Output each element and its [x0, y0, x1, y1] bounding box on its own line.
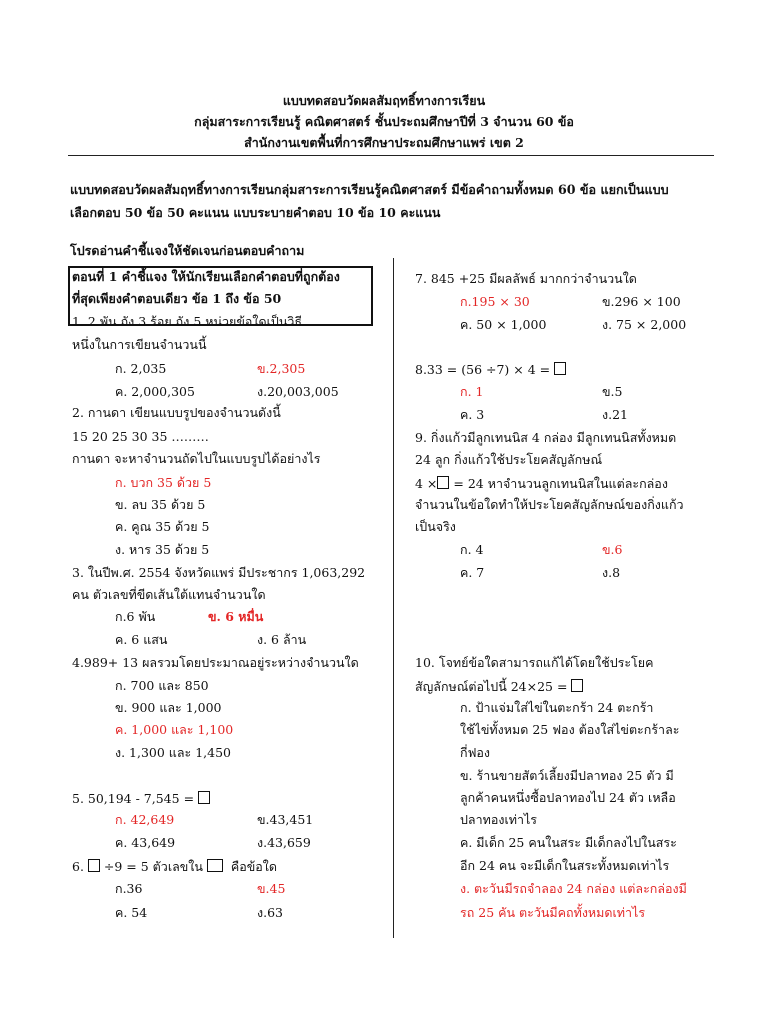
q10-choice-a-2: ใช้ไข่ทั้งหมด 25 ฟอง ต้องใส่ไข่ตะกร้าละ — [460, 722, 680, 737]
q5-choice-d: ง.43,659 — [257, 835, 311, 850]
q10-choice-b-3: ปลาทองเท่าไร — [460, 812, 537, 827]
q1-choice-a: ก. 2,035 — [115, 361, 167, 376]
q9-text-3 — [415, 476, 668, 491]
q6-middle: ÷9 = 5 ตัวเลขใน — [103, 859, 203, 874]
q10-choice-b-2: ลูกค้าคนหนึ่งซื้อปลาทองไป 24 ตัว เหลือ — [460, 790, 676, 805]
q6-suffix: คือข้อใด — [230, 859, 278, 874]
q10-choice-a-3: กี่ฟอง — [460, 745, 491, 760]
q9-equation-left: 4 × — [415, 476, 438, 491]
q4-choice-d: ง. 1,300 และ 1,450 — [115, 745, 231, 760]
q9-choice-d: ง.8 — [602, 565, 621, 580]
q9-text-2: 24 ลูก กิ่งแก้วใช้ประโยคสัญลักษณ์ — [415, 452, 603, 467]
q7-choice-a: ก.195 × 30 — [460, 294, 530, 309]
q1-choice-d: ง.20,003,005 — [257, 384, 339, 399]
q6-choice-a: ก.36 — [115, 881, 143, 896]
q3-choice-c: ค. 6 แสน — [115, 632, 168, 647]
q2-choice-b: ข. ลบ 35 ด้วย 5 — [115, 497, 206, 512]
q8-text — [415, 362, 566, 377]
q2-text-3: กานดา จะหาจำนวนถัดไปในแบบรูปได้อย่างไร — [72, 451, 321, 466]
q2-choice-a: ก. บวก 35 ด้วย 5 — [115, 475, 212, 490]
q9-equation-right: = 24 หาจำนวนลูกเทนนิสในแต่ละกล่อง — [453, 476, 668, 491]
q10-choice-c-1: ค. มีเด็ก 25 คนในสระ มีเด็กลงไปในสระ — [460, 835, 677, 850]
q3-choice-b: ข. 6 หมื่น — [208, 609, 264, 624]
q9-text-4: จำนวนในข้อใดทำให้ประโยคสัญลักษณ์ของกิ่งแก้ว — [415, 497, 684, 512]
q5-choice-a: ก. 42,649 — [115, 812, 175, 827]
q8-expression: 8.33 = (56 ÷7) × 4 = — [415, 362, 551, 377]
q8-choice-b: ข.5 — [602, 384, 623, 399]
q7-choice-b: ข.296 × 100 — [602, 294, 681, 309]
q3-choice-a: ก.6 พัน — [115, 609, 156, 624]
q7-choice-c: ค. 50 × 1,000 — [460, 317, 547, 332]
q4-text-1: 4.989+ 13 ผลรวมโดยประมาณอยู่ระหว่างจำนวนใด — [72, 655, 359, 670]
q6-choice-b: ข.45 — [257, 881, 286, 896]
q4-choice-a: ก. 700 และ 850 — [115, 678, 209, 693]
answer-box-icon — [198, 791, 210, 804]
part1-line-2: ที่สุดเพียงคำตอบเดียว ข้อ 1 ถึง ข้อ 50 — [72, 291, 282, 306]
answer-box-icon — [437, 476, 449, 489]
q1-text-2: หนึ่งในการเขียนจำนวนนี้ — [72, 337, 207, 352]
q10-text-2 — [415, 679, 583, 694]
answer-box-icon — [207, 859, 223, 872]
instruction: โปรดอ่านคำชี้แจงให้ชัดเจนก่อนตอบคำถาม — [70, 243, 305, 258]
q10-choice-c-2: อีก 24 คน จะมีเด็กในสระทั้งหมดเท่าไร — [460, 858, 670, 873]
q10-choice-b-1: ข. ร้านขายสัตว์เลี้ยงมีปลาทอง 25 ตัว มี — [460, 768, 674, 783]
doc-office: สำนักงานเขตพื้นที่การศึกษาประถมศึกษาแพร่ เขต 2 — [244, 135, 524, 150]
q5-expression: 5. 50,194 - 7,545 = — [72, 791, 195, 806]
answer-box-icon — [88, 859, 100, 872]
doc-title: แบบทดสอบวัดผลสัมฤทธิ์ทางการเรียน — [282, 93, 486, 108]
q2-sequence: 15 20 25 30 35 ……… — [72, 429, 209, 444]
q10-expression: สัญลักษณ์ต่อไปนี้ 24×25 = — [415, 679, 568, 694]
q7-text-1: 7. 845 +25 มีผลลัพธ์ มากกว่าจำนวนใด — [415, 271, 637, 286]
q2-text-1: 2. กานดา เขียนแบบรูปของจำนวนดังนี้ — [72, 405, 281, 420]
q9-choice-b: ข.6 — [602, 542, 623, 557]
q4-choice-b: ข. 900 และ 1,000 — [115, 700, 222, 715]
q4-choice-c: ค. 1,000 และ 1,100 — [115, 722, 234, 737]
header-divider — [68, 155, 714, 156]
q3-text-2: คน ตัวเลขที่ขีดเส้นใต้แทนจำนวนใด — [72, 587, 266, 602]
intro-line-2: เลือกตอบ 50 ข้อ 50 คะแนน แบบระบายคำตอบ 10 ข้อ 10 คะแนน — [70, 205, 441, 220]
q9-text-5: เป็นจริง — [415, 519, 456, 534]
q3-text-1: 3. ในปีพ.ศ. 2554 จังหวัดแพร่ มีประชากร 1,063,292 — [72, 565, 366, 580]
answer-box-icon — [554, 362, 566, 375]
q6-choice-c: ค. 54 — [115, 905, 148, 920]
doc-subtitle: กลุ่มสาระการเรียนรู้ คณิตศาสตร์ ชั้นประถมศึกษาปีที่ 3 จำนวน 60 ข้อ — [194, 114, 574, 129]
q6-choice-d: ง.63 — [257, 905, 283, 920]
q10-choice-d-2: รถ 25 คัน ตะวันมีคถทั้งหมดเท่าไร — [460, 905, 646, 920]
intro-line-1: แบบทดสอบวัดผลสัมฤทธิ์ทางการเรียนกลุ่มสาระการเรียนรู้คณิตศาสตร์ มีข้อคำถามทั้งหมด 60 ข้อ แยกเป็นแบบ — [70, 182, 669, 197]
q10-choice-a-1: ก. ป้าแจ่มใส่ไข่ในตะกร้า 24 ตะกร้า — [460, 700, 654, 715]
q9-text-1: 9. กิ่งแก้วมีลูกเทนนิส 4 กล่อง มีลูกเทนนิสทั้งหมด — [415, 430, 677, 445]
q9-choice-a: ก. 4 — [460, 542, 484, 557]
q5-text — [72, 791, 210, 806]
q10-text-1: 10. โจทย์ข้อใดสามารถแก้ได้โดยใช้ประโยค — [415, 655, 654, 670]
q1-choice-c: ค. 2,000,305 — [115, 384, 195, 399]
q5-choice-c: ค. 43,649 — [115, 835, 176, 850]
q6-number: 6. — [72, 859, 84, 874]
q3-choice-d: ง. 6 ล้าน — [257, 632, 307, 647]
q5-choice-b: ข.43,451 — [257, 812, 314, 827]
q8-choice-a: ก. 1 — [460, 384, 484, 399]
q1-text-1: 1. 2 พัน ถัง 3 ร้อย ถัง 5 หน่วยข้อใดเป็นวิธี — [72, 314, 303, 329]
q8-choice-d: ง.21 — [602, 407, 628, 422]
q1-choice-b: ข.2,305 — [257, 361, 306, 376]
q2-choice-c: ค. คูณ 35 ด้วย 5 — [115, 519, 210, 534]
column-divider — [393, 258, 394, 938]
part1-line-1: ตอนที่ 1 คำชี้แจง ให้นักเรียนเลือกคำตอบที่ถูกต้อง — [72, 269, 340, 284]
q6-text — [72, 859, 277, 874]
q8-choice-c: ค. 3 — [460, 407, 485, 422]
q9-choice-c: ค. 7 — [460, 565, 485, 580]
q10-choice-d-1: ง. ตะวันมีรถจำลอง 24 กล่อง แต่ละกล่องมี — [460, 881, 687, 896]
q7-choice-d: ง. 75 × 2,000 — [602, 317, 687, 332]
answer-box-icon — [571, 679, 583, 692]
q2-choice-d: ง. หาร 35 ด้วย 5 — [115, 542, 210, 557]
